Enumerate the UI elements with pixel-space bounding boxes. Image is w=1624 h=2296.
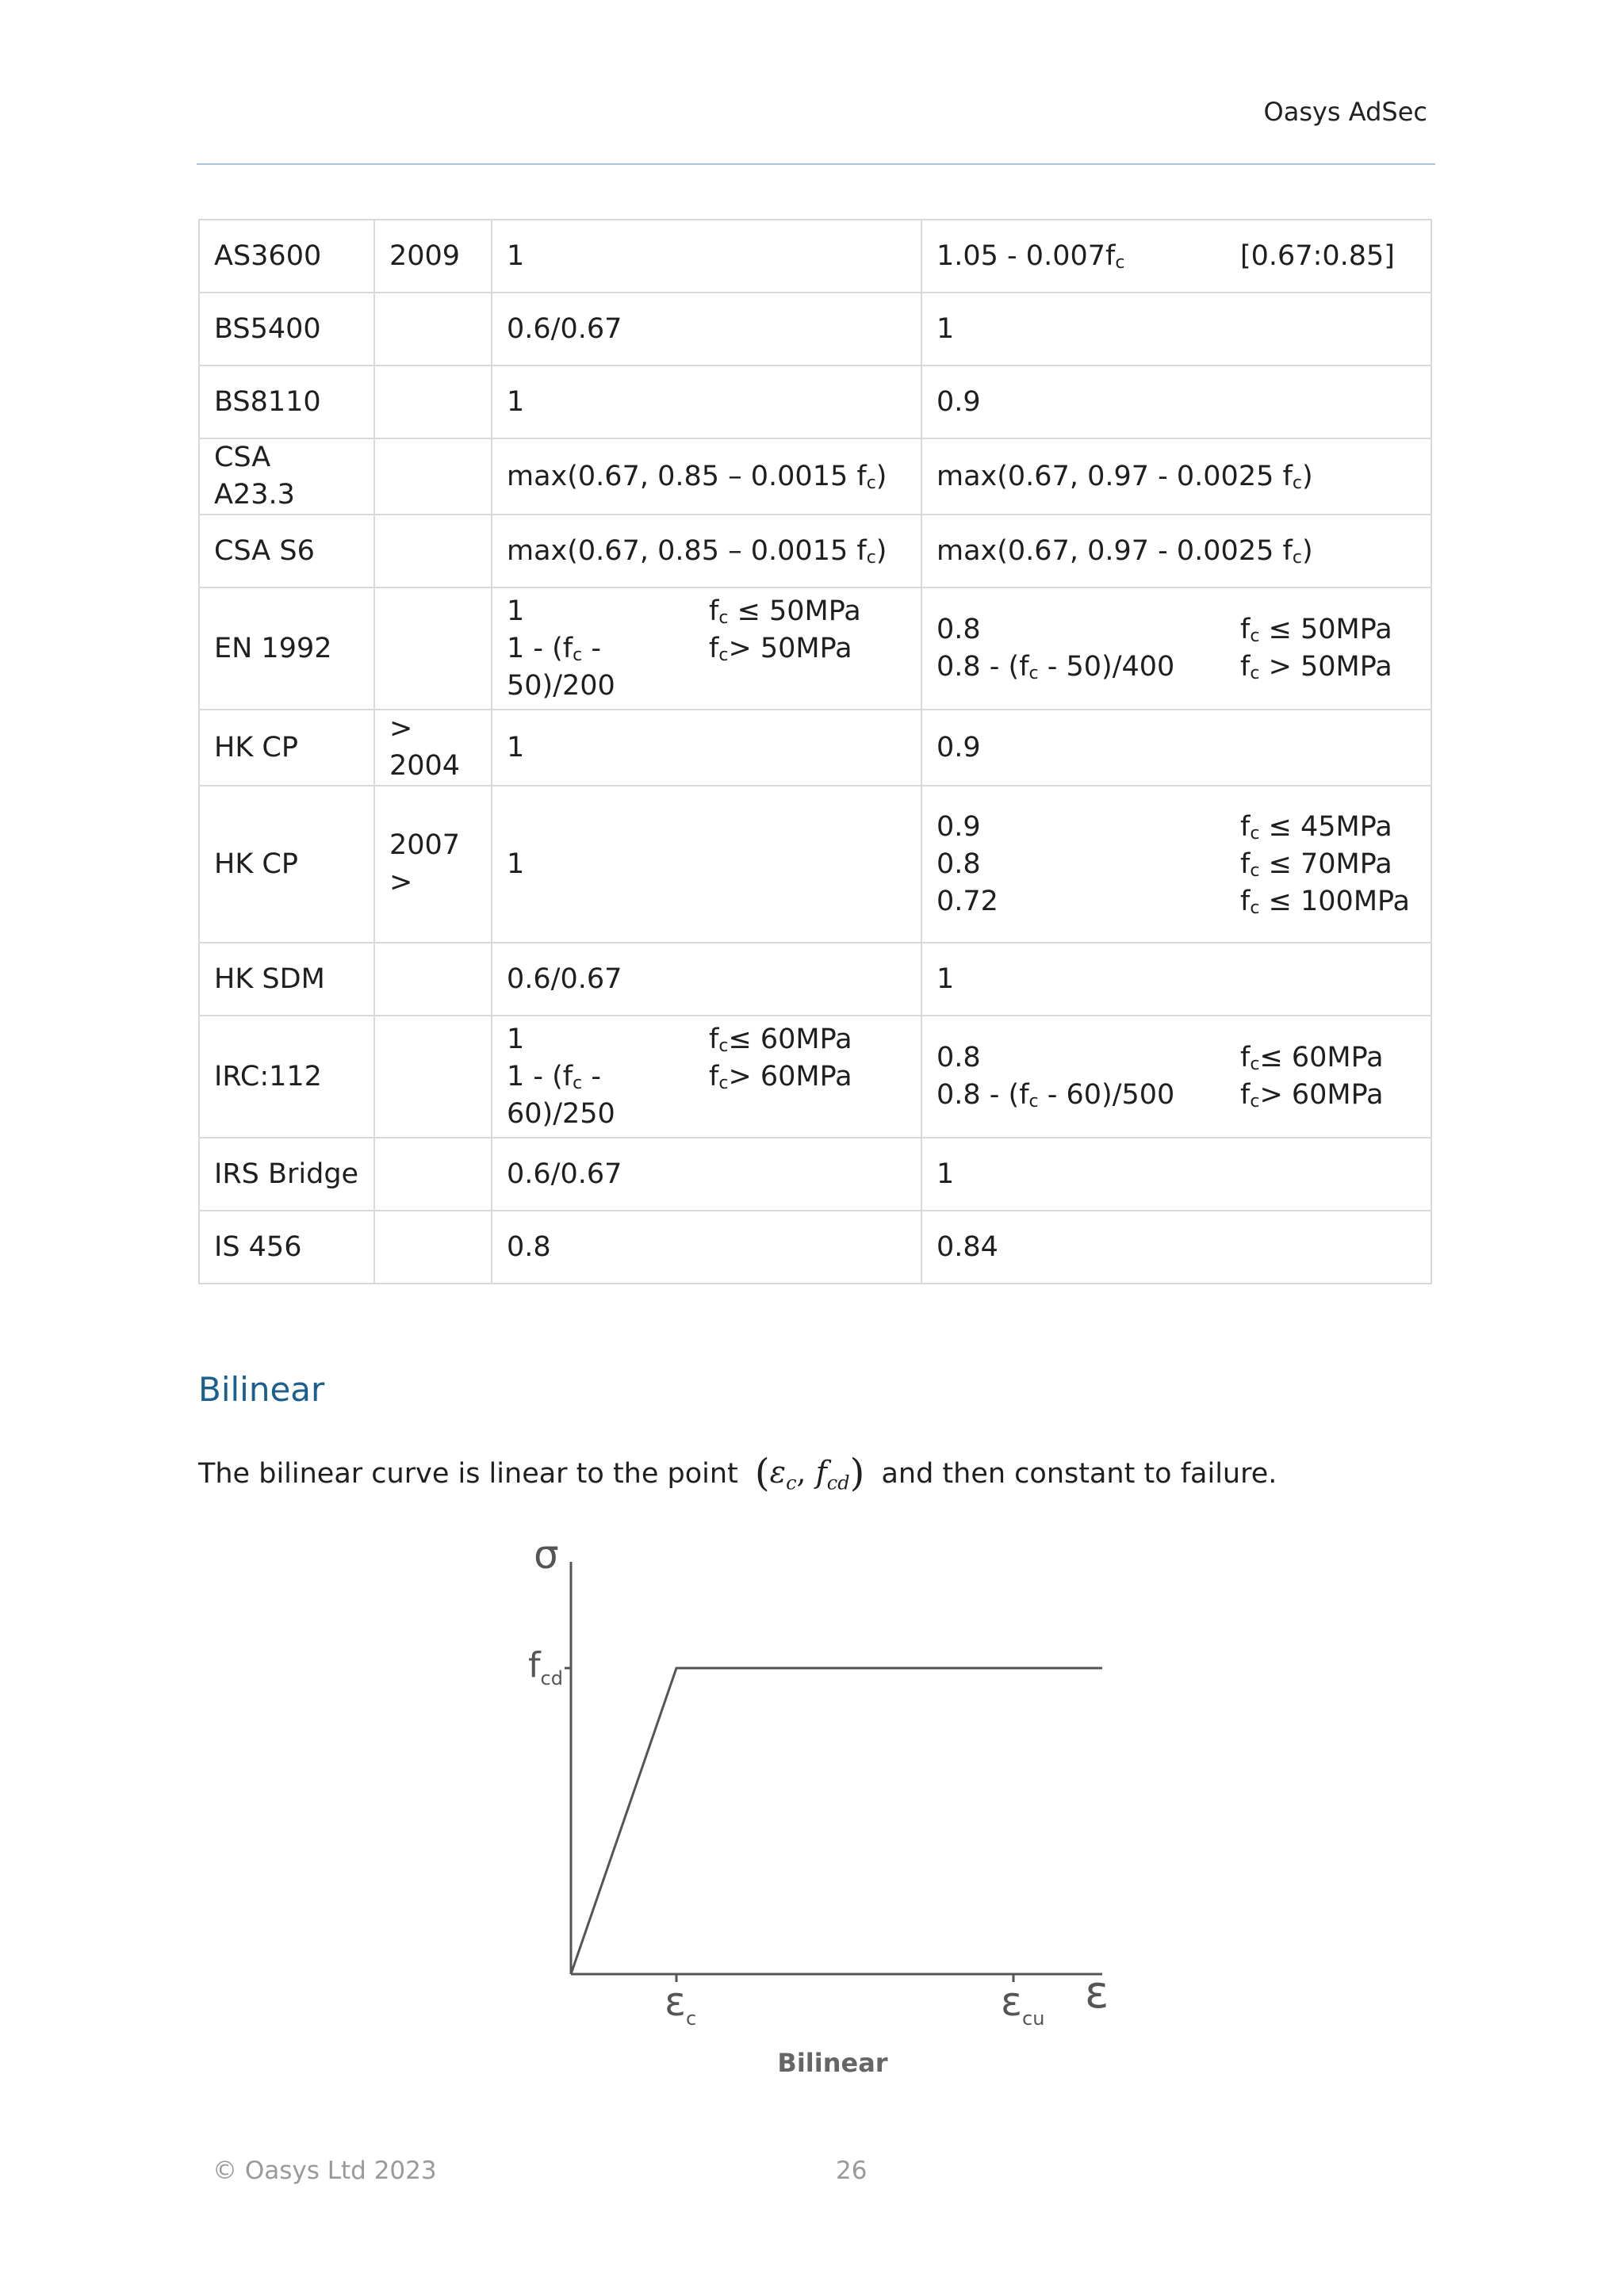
condition: f	[1240, 614, 1251, 645]
condition: f	[709, 595, 719, 627]
table-row	[199, 220, 1431, 293]
year-cell	[374, 1211, 492, 1284]
alpha-factor-cell	[492, 1016, 921, 1138]
beta-factor: 0.9	[936, 731, 981, 763]
condition-sub: c	[1250, 1054, 1260, 1074]
beta-factor: 0.9	[936, 385, 981, 418]
chart-caption: Bilinear	[777, 2048, 888, 2078]
condition-sub: c	[1250, 897, 1260, 918]
design-code: BS5400	[214, 312, 321, 345]
condition-end: ≤ 100MPa	[1259, 885, 1410, 917]
design-code: BS8110	[214, 385, 321, 418]
alpha-factor-line	[507, 1058, 906, 1133]
design-code-cell	[199, 587, 374, 710]
beta-factor-line	[936, 1039, 1416, 1077]
alpha-factor-sub: c	[866, 547, 876, 568]
para-text-after: and then constant to failure.	[881, 1458, 1277, 1490]
condition: f	[1240, 810, 1251, 843]
beta-factor-cell	[921, 710, 1431, 786]
beta-factor-sub: c	[1115, 252, 1125, 273]
year-cell	[374, 943, 492, 1016]
beta-factor-line	[936, 1077, 1416, 1114]
design-code: HK SDM	[214, 962, 325, 995]
beta-factor-cell	[921, 786, 1431, 943]
design-code: HK CP	[214, 731, 298, 763]
para-text-before: The bilinear curve is linear to the point	[198, 1458, 738, 1490]
condition-sub: c	[1250, 664, 1260, 683]
alpha-factor-cell	[492, 710, 921, 786]
design-code: CSA S6	[214, 534, 315, 567]
table-row	[199, 1138, 1431, 1211]
beta-factor-end: )	[1301, 534, 1313, 567]
year-cell	[374, 710, 492, 786]
alpha-factor: 0.6/0.67	[507, 1158, 622, 1190]
factor-value-sub: c	[1028, 1092, 1039, 1112]
alpha-factor: 1	[507, 731, 525, 763]
factor-value-sub: c	[1028, 664, 1039, 683]
design-code: AS3600	[214, 239, 322, 272]
alpha-factor: 0.8	[507, 1230, 551, 1263]
alpha-factor-cell	[492, 293, 921, 365]
year-cell	[374, 293, 492, 365]
design-code-cell	[199, 1211, 374, 1284]
bilinear-stress-strain-chart	[508, 1522, 1126, 2093]
year-cell	[374, 1138, 492, 1211]
table-row	[199, 710, 1431, 786]
beta-factor-cell	[921, 943, 1431, 1016]
table-row	[199, 1016, 1431, 1138]
condition-sub: c	[718, 607, 729, 628]
factor-value-end: - 60)/500	[1038, 1079, 1175, 1111]
factor-value: 0.8	[936, 848, 981, 880]
alpha-factor: max(0.67, 0.85 – 0.0015 f	[507, 460, 867, 492]
factor-value: 0.8	[936, 1042, 981, 1073]
alpha-factor-cell	[492, 438, 921, 515]
condition: f	[709, 1060, 719, 1093]
y-tick-label-fcd: $f_{cd}$	[528, 1645, 563, 1689]
table-row	[199, 1211, 1431, 1284]
beta-factor-cell	[921, 365, 1431, 438]
condition-end: > 60MPa	[1259, 1079, 1384, 1111]
beta-factor-cell	[921, 515, 1431, 587]
design-code-cell	[199, 515, 374, 587]
factor-value: 1 - (f	[507, 632, 573, 664]
condition-end: > 60MPa	[728, 1060, 852, 1093]
design-code-cell	[199, 220, 374, 293]
footer-page-number: 26	[836, 2156, 868, 2185]
table-row	[199, 587, 1431, 710]
design-code-cell	[199, 438, 374, 515]
design-code: IRS Bridge	[214, 1158, 359, 1190]
condition-end: ≤ 45MPa	[1259, 810, 1392, 843]
year: 2007 >	[389, 829, 461, 898]
bilinear-curve	[571, 1668, 1102, 1974]
alpha-factor-cell	[492, 587, 921, 710]
table-row	[199, 515, 1431, 587]
beta-factor-cell	[921, 1138, 1431, 1211]
factor-value: 0.72	[936, 885, 998, 917]
condition-end: ≤ 50MPa	[1259, 614, 1392, 645]
condition-sub: c	[718, 1073, 729, 1093]
condition: f	[709, 1023, 719, 1055]
section-heading-bilinear: Bilinear	[198, 1370, 325, 1409]
design-code: IS 456	[214, 1230, 302, 1263]
year-cell	[374, 1016, 492, 1138]
table-row	[199, 786, 1431, 943]
design-code-cell	[199, 1016, 374, 1138]
design-code-cell	[199, 293, 374, 365]
factor-value: 0.8	[936, 614, 981, 645]
factor-value: 1 - (f	[507, 1060, 573, 1093]
alpha-factor: 1	[507, 385, 525, 418]
beta-factor-line	[936, 649, 1416, 686]
factor-value-end: - 60)/250	[507, 1060, 615, 1130]
design-code-cell	[199, 786, 374, 943]
factor-value: 1	[507, 1023, 525, 1055]
table-row	[199, 438, 1431, 515]
design-code-cell	[199, 710, 374, 786]
alpha-factor-cell	[492, 1138, 921, 1211]
condition-sub: c	[718, 1035, 729, 1056]
beta-factor: 1.05 - 0.007f	[936, 239, 1116, 272]
condition-end: ≤ 70MPa	[1259, 848, 1392, 880]
beta-factor-cell	[921, 587, 1431, 710]
year-cell	[374, 587, 492, 710]
factor-value-end: - 50)/400	[1038, 651, 1175, 683]
alpha-factor: 0.6/0.67	[507, 962, 622, 995]
beta-factor: 1	[936, 1158, 955, 1190]
condition-end: > 50MPa	[1259, 651, 1392, 683]
table-row	[199, 365, 1431, 438]
year-cell	[374, 438, 492, 515]
beta-factor: max(0.67, 0.97 - 0.0025 f	[936, 460, 1293, 492]
condition: f	[1240, 1079, 1251, 1111]
condition: f	[709, 632, 719, 664]
year-cell	[374, 515, 492, 587]
alpha-factor-line	[507, 1021, 906, 1058]
beta-factor-cell	[921, 1211, 1431, 1284]
beta-factor-line	[936, 846, 1416, 883]
year-cell	[374, 220, 492, 293]
alpha-factor-line	[507, 593, 906, 630]
table-row	[199, 293, 1431, 365]
alpha-factor: 0.6/0.67	[507, 312, 622, 345]
condition: f	[1240, 1042, 1251, 1073]
condition-end: ≤ 50MPa	[728, 595, 861, 627]
alpha-factor-end: )	[875, 534, 887, 567]
alpha-factor-cell	[492, 786, 921, 943]
factor-value: 0.8 - (f	[936, 1079, 1029, 1111]
alpha-factor-sub: c	[866, 473, 876, 493]
beta-factor-end: )	[1301, 460, 1313, 492]
design-code: HK CP	[214, 848, 298, 880]
year-cell	[374, 365, 492, 438]
design-code: EN 1992	[214, 632, 332, 664]
beta-factor-cell	[921, 220, 1431, 293]
alpha-factor-line	[507, 630, 906, 705]
document-header-title: Oasys AdSec	[1263, 97, 1427, 127]
factor-value-sub: c	[573, 645, 583, 665]
year: > 2004	[389, 713, 461, 782]
beta-factor-sub: c	[1292, 547, 1302, 568]
beta-factor: 1	[936, 312, 955, 345]
beta-factor: 1	[936, 962, 955, 995]
design-code: CSA A23.3	[214, 442, 295, 511]
alpha-factor-cell	[492, 943, 921, 1016]
beta-factor-cell	[921, 438, 1431, 515]
condition-sub: c	[1250, 823, 1260, 844]
condition-end: ≤ 60MPa	[728, 1023, 852, 1055]
condition-sub: c	[1250, 1092, 1260, 1112]
factor-value: 0.9	[936, 810, 981, 843]
condition-end: ≤ 60MPa	[1259, 1042, 1384, 1073]
beta-factor-cell	[921, 1016, 1431, 1138]
beta-factor-line	[936, 809, 1416, 846]
alpha-factor-cell	[492, 365, 921, 438]
beta-factor: max(0.67, 0.97 - 0.0025 f	[936, 534, 1293, 567]
beta-factor-cell	[921, 293, 1431, 365]
condition-end: > 50MPa	[728, 632, 852, 664]
design-code-factor-table	[198, 219, 1432, 1284]
condition: f	[1240, 651, 1251, 683]
design-code-cell	[199, 1138, 374, 1211]
beta-factor-sub: c	[1292, 473, 1302, 493]
header-divider	[197, 163, 1435, 165]
alpha-factor-cell	[492, 220, 921, 293]
bilinear-description	[198, 1451, 1277, 1495]
factor-value: 1	[507, 595, 525, 627]
design-code-cell	[199, 365, 374, 438]
beta-factor: 0.84	[936, 1230, 998, 1263]
condition-sub: c	[1250, 626, 1260, 646]
beta-factor-line	[936, 883, 1416, 920]
x-tick-label-eps-c: $\varepsilon_c$	[665, 1979, 697, 2030]
condition-sub: c	[718, 645, 729, 665]
year: 2009	[389, 239, 461, 272]
alpha-factor: 1	[507, 239, 525, 272]
factor-value: 0.8 - (f	[936, 651, 1029, 683]
factor-value-end: - 50)/200	[507, 632, 615, 702]
year-cell	[374, 786, 492, 943]
condition: f	[1240, 885, 1251, 917]
alpha-factor-cell	[492, 515, 921, 587]
alpha-factor: max(0.67, 0.85 – 0.0015 f	[507, 534, 867, 567]
alpha-factor: 1	[507, 848, 525, 880]
factor-value-sub: c	[573, 1073, 583, 1093]
design-code: IRC:112	[214, 1060, 322, 1093]
condition-sub: c	[1250, 860, 1260, 881]
alpha-factor-cell	[492, 1211, 921, 1284]
x-tick-label-eps-cu: $\varepsilon_{cu}$	[1001, 1979, 1045, 2030]
x-axis-label: ε	[1085, 1967, 1109, 2019]
point-notation: ($\varepsilon_c$, $f_{cd}$)	[754, 1451, 865, 1495]
footer-copyright: © Oasys Ltd 2023	[213, 2156, 437, 2185]
condition: f	[1240, 848, 1251, 880]
y-axis-label: σ	[534, 1532, 559, 1578]
beta-factor-line	[936, 611, 1416, 649]
beta-factor-range: [0.67:0.85]	[1240, 239, 1395, 272]
alpha-factor-end: )	[875, 460, 887, 492]
design-code-cell	[199, 943, 374, 1016]
table-row	[199, 943, 1431, 1016]
